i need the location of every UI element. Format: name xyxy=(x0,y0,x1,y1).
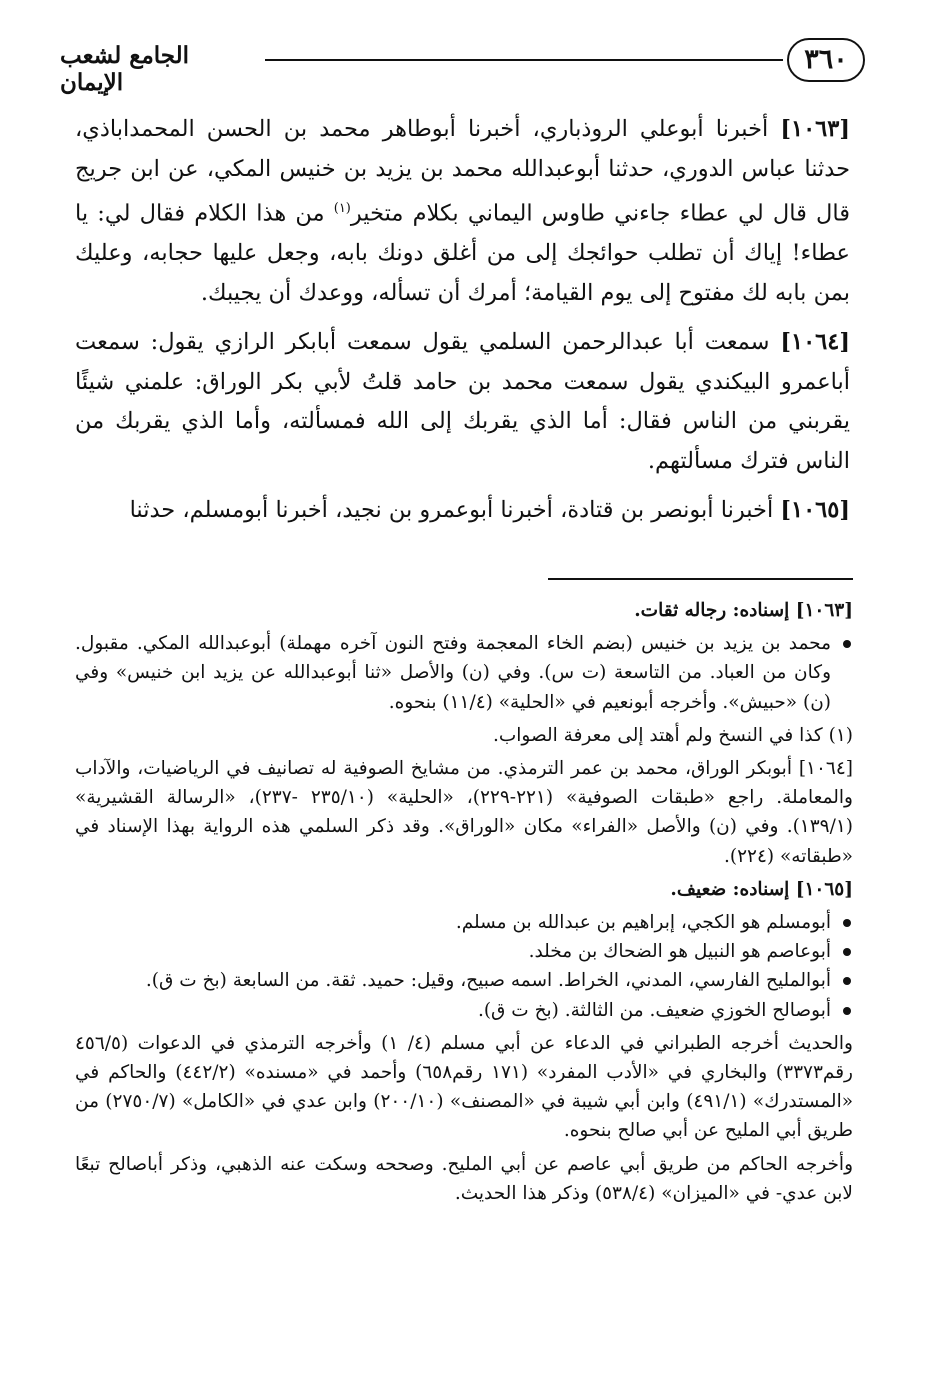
note-1063-heading: [١٠٦٣] إسناده: رجاله ثقات. xyxy=(634,600,853,621)
hadith-text: سمعت أبا عبدالرحمن السلمي يقول سمعت أبابكر الرازي يقول: سمعت أباعمرو البيكندي يقول سمعت محمد بن حامد قلتُ لأبي بكر الوراق: علمني شيئًا يقربني من الناس فقال: أما الذي يقربك إلى الله فمسألته، وأما الذي يقربك من الناس فترك مسألتهم. xyxy=(75,329,850,474)
list-item: أبوالمليح الفارسي، المدني، الخراط. اسمه صبيح، وقيل: حميد. ثقة. من السابعة (بخ ت ق). xyxy=(75,966,831,995)
note-1064: [١٠٦٤] أبوبكر الوراق، محمد بن عمر الترمذي. من مشايخ الصوفية له تصانيف في الرياضيات، والآداب والمعاملة. راجع «طبقات الصوفية» (٢٢١-٢٢٩)، «الحلية» (٢٣٥/١٠ -٢٣٧)، «الرسالة القشيرية» (١٣٩/١). وفي (ن) والأصل «الفراء» مكان «الوراق». وقد ذكر السلمي هذه الرواية بهذا الإسناد في «طبقاته» (٢٢٤). xyxy=(75,758,853,867)
page-number: ٣٦٠ xyxy=(787,38,865,82)
hadith-1063 xyxy=(75,110,850,313)
hadith-text-cont: من هذا الكلام فقال لي: يا عطاء! إياك أن تطلب حوائجك إلى من أغلق دونك بابه، وجعل عليها حجابه، وعليك بمن بابه لك مفتوح إلى يوم القيامة؛ أمرك أن تسأله، ووعدك أن يجيبك. xyxy=(75,200,850,306)
note-1065-para-2: وأخرجه الحاكم من طريق أبي عاصم عن أبي المليح. وصححه وسكت عنه الذهبي، وذكر أباصالح تبعًا لابن عدي- في «الميزان» (٥٣٨/٤) وذكر هذا الحديث. xyxy=(75,1153,853,1204)
hadith-text: أخبرنا أبوعلي الروذباري، أخبرنا أبوطاهر محمد بن الحسن المحمداباذي، حدثنا عباس الدوري، حدثنا أبوعبدالله محمد بن يزيد بن خنيس المكي، عن ابن جريج قال قال لي عطاء جاءني طاوس اليماني بكلام متخير xyxy=(75,116,851,227)
note-1065-list xyxy=(75,908,853,1025)
list-item: أبوصالح الخوزي ضعيف. من الثالثة. (بخ ت ق). xyxy=(75,996,831,1025)
hadith-1064 xyxy=(75,323,850,481)
footnotes xyxy=(75,596,853,1212)
main-text xyxy=(75,110,850,541)
list-item: أبومسلم هو الكجي، إبراهيم بن عبدالله بن مسلم. xyxy=(75,908,831,937)
bullet-icon xyxy=(843,1007,851,1015)
footnote-marker[interactable]: (١) xyxy=(333,201,351,216)
bullet-icon xyxy=(843,919,851,927)
list-item: محمد بن يزيد بن خنيس (بضم الخاء المعجمة وفتح النون آخره مهملة) أبوعبدالله المكي. مقبول. وكان من العباد. من التاسعة (ت س). وفي (ن) والأصل «ثنا أبوعبدالله عن يزيد ابن خنيس» وفي (ن) «حبيش». وأخرجه أبونعيم في «الحلية» (١١/٤) بنحوه. xyxy=(75,629,831,717)
note-1063-list xyxy=(75,629,853,717)
page-header xyxy=(60,38,865,96)
note-1065-heading: [١٠٦٥] إسناده: ضعيف. xyxy=(670,878,853,900)
footnote-separator xyxy=(548,578,853,580)
book-title: الجامع لشعب الإيمان xyxy=(60,42,190,96)
list-item: أبوعاصم هو النبيل هو الضحاك بن مخلد. xyxy=(75,937,831,966)
hadith-text: أخبرنا أبونصر بن قتادة، أخبرنا أبوعمرو بن نجيد، أخبرنا أبومسلم، حدثنا xyxy=(129,497,781,523)
hadith-ref: [١٠٦٣] xyxy=(780,116,850,142)
footnote-1: (١) كذا في النسخ ولم أهتد إلى معرفة الصواب. xyxy=(492,724,853,746)
bullet-icon xyxy=(843,948,851,956)
note-1065-para-1: والحديث أخرجه الطبراني في الدعاء عن أبي مسلم (٤/ ١) وأخرجه الترمذي في الدعوات (٤٥٦/٥ رقم٣٣٧٣) والبخاري في «الأدب المفرد» (١٧١ رقم٦٥٨) وأحمد في «مسنده» (٤٤٢/٢) والحاكم في «المستدرك» (٤٩١/١) وابن أبي شيبة في «المصنف» (٢٠٠/١٠) وابن عدي في «الكامل» (٢٧٥٠/٧) من طريق أبي المليح عن أبي صالح بنحوه. xyxy=(75,1032,854,1142)
bullet-icon xyxy=(843,640,851,648)
hadith-ref: [١٠٦٤] xyxy=(780,329,850,355)
hadith-1065 xyxy=(75,491,850,531)
hadith-ref: [١٠٦٥] xyxy=(780,497,850,523)
header-rule xyxy=(265,59,783,61)
bullet-icon xyxy=(843,977,851,985)
